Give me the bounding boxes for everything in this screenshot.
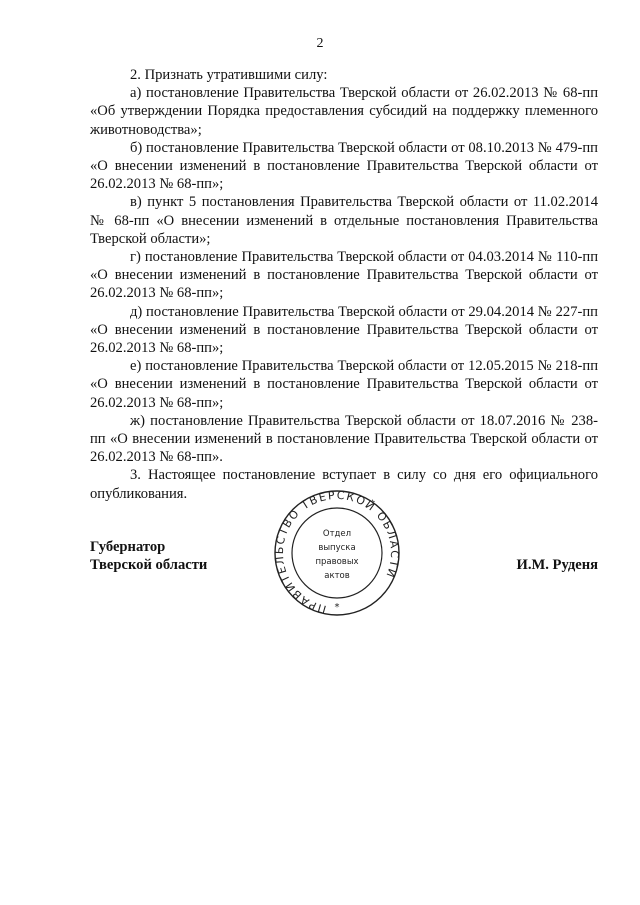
clause-2: 2. Признать утратившими силу: (130, 67, 328, 83)
stamp-ring-text: ПРАВИТЕЛЬСТВО ТВЕРСКОЙ ОБЛАСТИ (272, 488, 402, 616)
stamp-center-line1: Отдел (322, 529, 352, 539)
item-v: в) пункт 5 постановления Правительства Тверской области от 11.02.2014 № 68-пп «О внесении изменений в отдельные постановления Правительства Тверской области»; (90, 194, 598, 247)
item-a: а) постановление Правительства Тверской области от 26.02.2013 № 68-пп «Об утверждении Порядка предоставления субсидий на поддержку племенного животноводства»; (90, 85, 598, 138)
stamp-center-line2: выпуска (318, 543, 356, 553)
signatory-title (90, 538, 207, 574)
item-e: е) постановление Правительства Тверской области от 12.05.2015 № 218-пп «О внесении изменений в постановление Правительства Тверской области от 26.02.2013 № 68-пп»; (90, 358, 598, 411)
signatory-title-line2: Тверской области (90, 557, 208, 574)
official-stamp (272, 488, 402, 618)
stamp-center-line3: правовых (315, 557, 359, 567)
page-number: 2 (316, 36, 324, 51)
stamp-center-line4: актов (324, 571, 350, 581)
document-body (90, 66, 598, 503)
signatory-title-line1: Губернатор (90, 539, 166, 555)
item-g: г) постановление Правительства Тверской области от 04.03.2014 № 110-пп «О внесении изменений в постановление Правительства Тверской области от 26.02.2013 № 68-пп»; (90, 249, 598, 302)
item-b: б) постановление Правительства Тверской области от 08.10.2013 № 479-пп «О внесении изменений в постановление Правительства Тверской области от 26.02.2013 № 68-пп»; (90, 139, 598, 193)
clause-3: 3. Настоящее постановление вступает в силу со дня его официального опубликования. (90, 467, 598, 502)
item-d: д) постановление Правительства Тверской области от 29.04.2014 № 227-пп «О внесении изменений в постановление Правительства Тверской области от 26.02.2013 № 68-пп»; (90, 303, 598, 357)
stamp-star: * (334, 602, 340, 613)
item-zh: ж) постановление Правительства Тверской области от 18.07.2016 № 238-пп «О внесении изменений в постановление Правительства Тверской области от 26.02.2013 № 68-пп». (90, 412, 598, 466)
signatory-name: И.М. Руденя (516, 557, 598, 573)
